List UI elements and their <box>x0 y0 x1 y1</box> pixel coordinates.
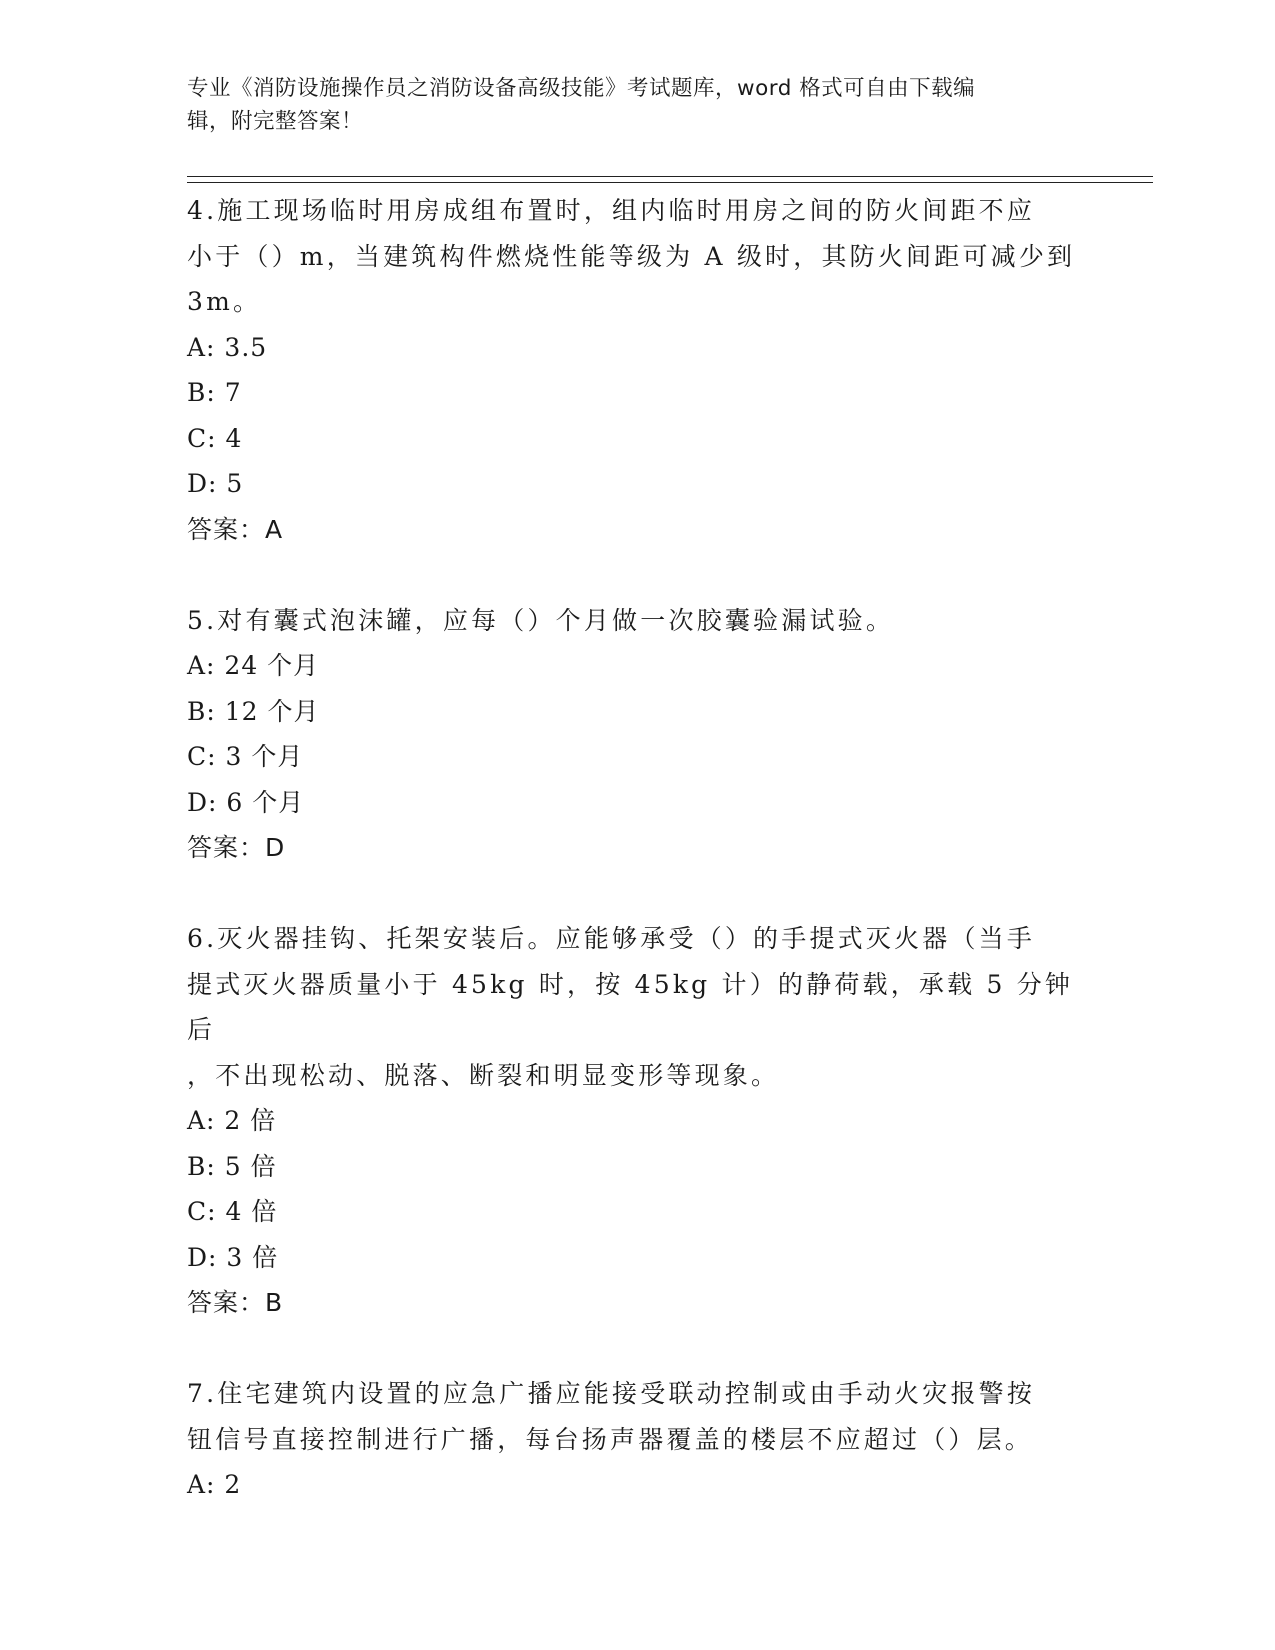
option-b: B: 12 个月 <box>187 696 320 726</box>
option-c: C: 4 <box>187 423 243 453</box>
question-6 <box>187 916 1087 1326</box>
answer-line: 答案：D <box>187 833 286 862</box>
option-a: A: 3.5 <box>187 332 268 362</box>
option-a: A: 2 倍 <box>187 1106 277 1135</box>
question-stem-line: 7.住宅建筑内设置的应急广播应能接受联动控制或由手动火灾报警按 <box>187 1379 1036 1408</box>
question-stem-line: 提式灭火器质量小于 45kg 时，按 45kg 计）的静荷载，承载 5 分钟后 <box>187 969 1074 1044</box>
option-d: D: 6 个月 <box>187 787 305 817</box>
question-stem-line: 钮信号直接控制进行广播，每台扬声器覆盖的楼层不应超过（）层。 <box>187 1424 1034 1454</box>
question-stem-line: 小于（）m，当建筑构件燃烧性能等级为 A 级时，其防火间距可减少到 <box>187 241 1076 271</box>
option-c: C: 3 个月 <box>187 742 304 771</box>
question-list <box>187 188 1087 1508</box>
question-spacer <box>187 1326 1087 1372</box>
document-header <box>187 72 1067 138</box>
option-b: B: 5 倍 <box>187 1151 277 1181</box>
option-a: A: 2 <box>187 1470 242 1499</box>
header-divider-bottom <box>187 182 1153 183</box>
question-5 <box>187 598 1087 871</box>
question-spacer <box>187 552 1087 598</box>
option-b: B: 7 <box>187 378 242 407</box>
question-7 <box>187 1371 1087 1508</box>
header-intro-line-1: 专业《消防设施操作员之消防设备高级技能》考试题库，word 格式可自由下载编 <box>187 76 976 101</box>
option-d: D: 3 倍 <box>187 1242 279 1272</box>
answer-line: 答案：B <box>187 1288 284 1317</box>
option-c: C: 4 倍 <box>187 1197 278 1226</box>
option-d: D: 5 <box>187 469 244 498</box>
question-stem-line: ，不出现松动、脱落、断裂和明显变形等现象。 <box>187 1060 780 1090</box>
answer-line: 答案：A <box>187 514 284 544</box>
option-a: A: 24 个月 <box>187 651 320 680</box>
question-stem-line: 4.施工现场临时用房成组布置时，组内临时用房之间的防火间距不应 <box>187 196 1036 225</box>
header-divider-top <box>187 176 1153 177</box>
question-stem-line: 6.灭火器挂钩、托架安装后。应能够承受（）的手提式灭火器（当手 <box>187 924 1036 953</box>
question-stem-line: 3m。 <box>187 287 262 316</box>
header-intro-line-2: 辑，附完整答案！ <box>187 109 364 134</box>
question-spacer <box>187 871 1087 917</box>
question-4 <box>187 188 1087 552</box>
question-stem-line: 5.对有囊式泡沫罐，应每（）个月做一次胶囊验漏试验。 <box>187 605 895 635</box>
